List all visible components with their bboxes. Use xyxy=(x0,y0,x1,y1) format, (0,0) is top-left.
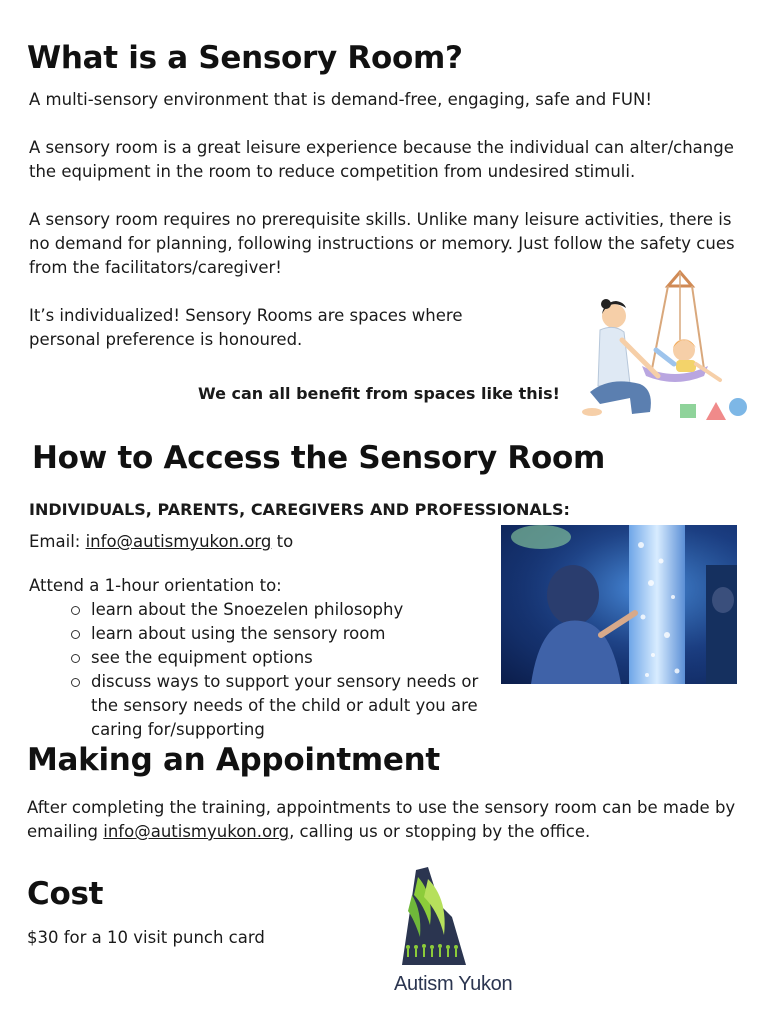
title-sensory-room: What is a Sensory Room? xyxy=(27,40,463,76)
leisure-paragraph: A sensory room is a great leisure experience because the individual can alter/change the equipment in the room to reduce competition from undesired stimuli. xyxy=(29,138,734,181)
list-item: see the equipment options xyxy=(63,646,703,670)
list-item: learn about the Snoezelen philosophy xyxy=(63,598,703,622)
yukon-mountain-icon xyxy=(394,865,474,970)
individualized-paragraph: It’s individualized! Sensory Rooms are spaces where personal preference is honoured. xyxy=(29,306,463,349)
tagline: We can all benefit from spaces like this! xyxy=(198,384,560,403)
audience-label: INDIVIDUALS, PARENTS, CAREGIVERS AND PROFESSIONALS: xyxy=(29,500,570,519)
title-access: How to Access the Sensory Room xyxy=(32,440,605,476)
email-suffix: to xyxy=(271,532,294,551)
autism-yukon-logo xyxy=(392,865,542,1000)
email-link[interactable]: info@autismyukon.org xyxy=(85,532,272,551)
bullet-icon xyxy=(71,606,80,615)
sensory-room-photo xyxy=(501,525,737,684)
caregiver-child-illustration xyxy=(580,264,750,434)
bullet-icon xyxy=(71,654,80,663)
cost-text: $30 for a 10 visit punch card xyxy=(27,928,265,947)
title-cost: Cost xyxy=(27,876,104,912)
logo-text: Autism Yukon xyxy=(394,973,513,995)
list-item: discuss ways to support your sensory needs or the sensory needs of the child or adult you are caring for/supporting xyxy=(63,670,501,742)
appointment-email-link[interactable]: info@autismyukon.org xyxy=(103,822,290,841)
email-line xyxy=(29,530,293,554)
skills-paragraph: A sensory room requires no prerequisite skills. Unlike many leisure activities, there is no demand for planning, following instructions or memory. Just follow the safety cues from the facilitators/caregiver! xyxy=(29,210,735,277)
intro-paragraph: A multi-sensory environment that is demand-free, engaging, safe and FUN! xyxy=(29,90,652,109)
list-item: learn about using the sensory room xyxy=(63,622,703,646)
bullet-icon xyxy=(71,678,80,687)
bullet-icon xyxy=(71,630,80,639)
title-appointment: Making an Appointment xyxy=(27,742,440,778)
appointment-text: After completing the training, appointments to use the sensory room can be made by emailing info@autismyukon.org, calling us or stopping by the office. xyxy=(27,798,736,841)
orientation-intro: Attend a 1-hour orientation to: xyxy=(29,576,282,595)
email-prefix: Email: xyxy=(29,532,86,551)
